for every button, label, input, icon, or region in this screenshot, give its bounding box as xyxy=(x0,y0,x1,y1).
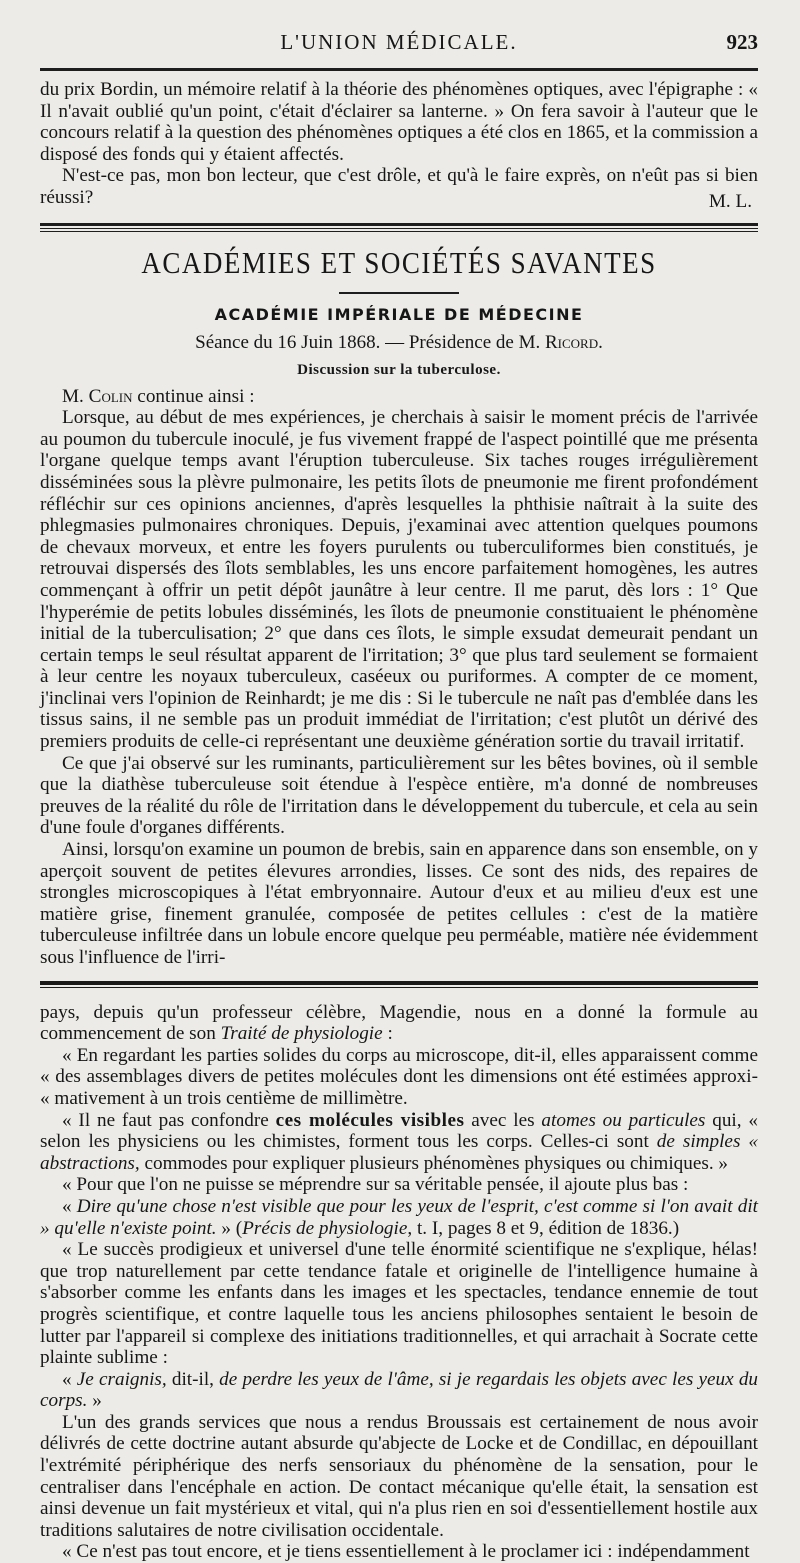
quote-paragraph: « Il ne faut pas confondre ces molécules visibles avec les atomes ou particules qui, « selon les physiciens ou les chimistes, forment tous les corps. Celles-ci sont de simples « abstractions, commodes pour expliquer plusieurs phénomènes physiques ou chimiques. » xyxy=(40,1109,758,1174)
article-paragraph: Ce que j'ai observé sur les ruminants, particulièrement sur les bêtes bovines, où il semble que la diathèse tuberculeuse soit étendue à l'espèce entière, m'a donné de nombreuses preuves de la réalité du rôle de l'irritation dans le développement du tubercule, et cela au sein d'une foule d'organes différents. xyxy=(40,752,758,839)
quote-paragraph: « Je craignis, dit-il, de perdre les yeux de l'âme, si je regardais les objets avec les yeux du corps. » xyxy=(40,1368,759,1412)
feuilleton-paragraph: L'un des grands services que nous a rendus Broussais est certainement de nous avoir délivrés de cette doctrine autant absurde qu'abjecte de Locke et de Condillac, en dépouillant l'extrémité périphérique des nerfs sensoriaux du phénomène de la sensation, pour le centraliser dans l'encéphale en action. De contact mécanique qu'elle était, la sensation est ainsi devenue un fait mystérieux et vital, qui n'a plus rien en soi d'essentiellement hostile aux traditions salutaires de notre civilisation occidentale. xyxy=(40,1411,758,1541)
quote-paragraph: « En regardant les parties solides du corps au microscope, dit-il, elles apparaissent comme « des assemblages divers de petites molécules dont les dimensions ont été estimées approxi- « mativement à un trois centième de millimètre. xyxy=(40,1044,758,1109)
intro-paragraph-2: N'est-ce pas, mon bon lecteur, que c'est drôle, et qu'à le faire exprès, on n'eût pas si bien réussi? xyxy=(40,165,758,208)
lower-article xyxy=(40,1002,758,1563)
book-title: Traité de physiologie xyxy=(220,1023,383,1045)
page-number: 923 xyxy=(726,30,758,54)
intro-block xyxy=(40,79,758,212)
quote-paragraph: « Dire qu'une chose n'est visible que pour les yeux de l'esprit, c'est comme si l'on avait dit » qu'elle n'existe point. » (Précis de physiologie, t. I, pages 8 et 9, édition de 1836.) xyxy=(40,1195,758,1239)
speaker-rest: continue ainsi : xyxy=(132,385,255,407)
seance-text: Séance du 16 Juin 1868. — Présidence de M. xyxy=(195,331,541,353)
feuilleton-paragraph: « Le succès prodigieux et universel d'une telle énormité scientifique ne s'explique, hélas! que trop naturellement par cette tendance fatale et originelle de l'intelligence humaine à s'absorber comme les enfants dans les images et les spectacles, tendance ennemie de tout progrès scientifique, et contre laquelle tous les anciens philosophes sentaient le besoin de lutter par l'appareil si complexe des initiations traditionnelles, et qui arrachait à Socrate cette plainte sublime : xyxy=(40,1239,758,1369)
upper-article xyxy=(40,386,758,969)
quote-paragraph: « Pour que l'on ne puisse se méprendre sur sa véritable pensée, il ajoute plus bas : xyxy=(62,1174,689,1196)
seance-line xyxy=(40,330,758,356)
emphasis-text: ces molécules visibles xyxy=(275,1109,465,1131)
title-underline xyxy=(339,292,459,294)
president-name: Ricord. xyxy=(544,331,603,353)
signature: M. L. xyxy=(708,190,752,212)
section-divider xyxy=(40,223,758,232)
running-head xyxy=(40,0,758,68)
running-title: L'UNION MÉDICALE. xyxy=(280,30,518,54)
feuilleton-paragraph: « Ce n'est pas tout encore, et je tiens essentiellement à le proclamer ici : indépendamment xyxy=(62,1541,750,1563)
speaker-line xyxy=(40,386,758,408)
feuilleton-paragraph: pays, depuis qu'un professeur célèbre, Magendie, nous en a donné la formule au commencement de son Traité de physiologie : xyxy=(40,1001,758,1045)
intro-paragraph: du prix Bordin, un mémoire relatif à la théorie des phénomènes optiques, avec l'épigraphe : « Il n'avait oublié qu'un point, c'était d'éclairer sa lanterne. » On fera savoir à l'auteur que le concours relatif à la question des phénomènes optiques a été clos en 1865, et la commission a disposé des fonds qui y étaient affectés. xyxy=(40,79,758,165)
header-rule xyxy=(40,68,758,71)
article-paragraph: Lorsque, au début de mes expériences, je cherchais à saisir le moment précis de l'arrivée au poumon du tubercule inoculé, je fus vivement frappé de l'aspect pointillé que me présenta l'organe quelque temps avant l'éruption tuberculeuse. Six taches rouges irrégulièrement disséminées sous la plèvre pulmonaire, les petits îlots de pneumonie me firent profondément réfléchir sur ces opinions anciennes, d'après lesquelles la phthisie naîtrait à la suite des phlegmasies pulmonaires chroniques. Depuis, j'examinai avec attention quelques poumons de chevaux morveux, et entre les foyers purulents ou tuberculiformes bien constitués, je retrouvai dispersés des îlots semblables, les uns encore parfaitement homogènes, les autres commençant à offrir un petit dépôt jaunâtre à leur centre. Il me parut, dès lors : 1° Que l'hyperémie de petits lobules disséminés, les îlots de pneumonie constituaient le phénomène initial de la tuberculisation; 2° que dans ces îlots, le simple exsudat demeurait pendant un certain temps le seul résultat apparent de l'irritation; 3° que plus tard seulement se formaient à leur centre les noyaux tuberculeux, caséeux ou puriformes. A compter de ce moment, j'inclinai vers l'opinion de Reinhardt; je me dis : Si le tubercule ne naît pas d'emblée dans les tissus sains, il ne semble pas un produit immédiat de l'irritation; c'est plutôt un dérivé des premiers produits de celle-ci représentant une deuxième génération sortie du travail irritatif. xyxy=(40,407,758,753)
section-title: ACADÉMIES ET SOCIÉTÉS SAVANTES xyxy=(141,245,657,280)
speaker-name: M. Colin xyxy=(62,385,133,407)
feuilleton-separator xyxy=(40,981,758,988)
article-paragraph: Ainsi, lorsqu'on examine un poumon de brebis, sain en apparence dans son ensemble, on y aperçoit souvent de petites élevures arrondies, lisses. Ce sont des nids, des repaires de strongles microscopiques à l'état embryonnaire. Autour d'eux et au milieu d'eux est une matière grise, finement granulée, composée de petites cellules : c'est de la matière tuberculeuse infiltrée dans un lobule encore quelque peu perméable, matière née évidemment sous l'influence de l'irri- xyxy=(40,839,758,968)
academy-heading: ACADÉMIE IMPÉRIALE DE MÉDECINE xyxy=(214,304,584,324)
book-title: Précis de physiologie xyxy=(242,1217,408,1239)
intro-closing xyxy=(40,165,758,212)
discussion-heading: Discussion sur la tuberculose. xyxy=(297,361,501,378)
